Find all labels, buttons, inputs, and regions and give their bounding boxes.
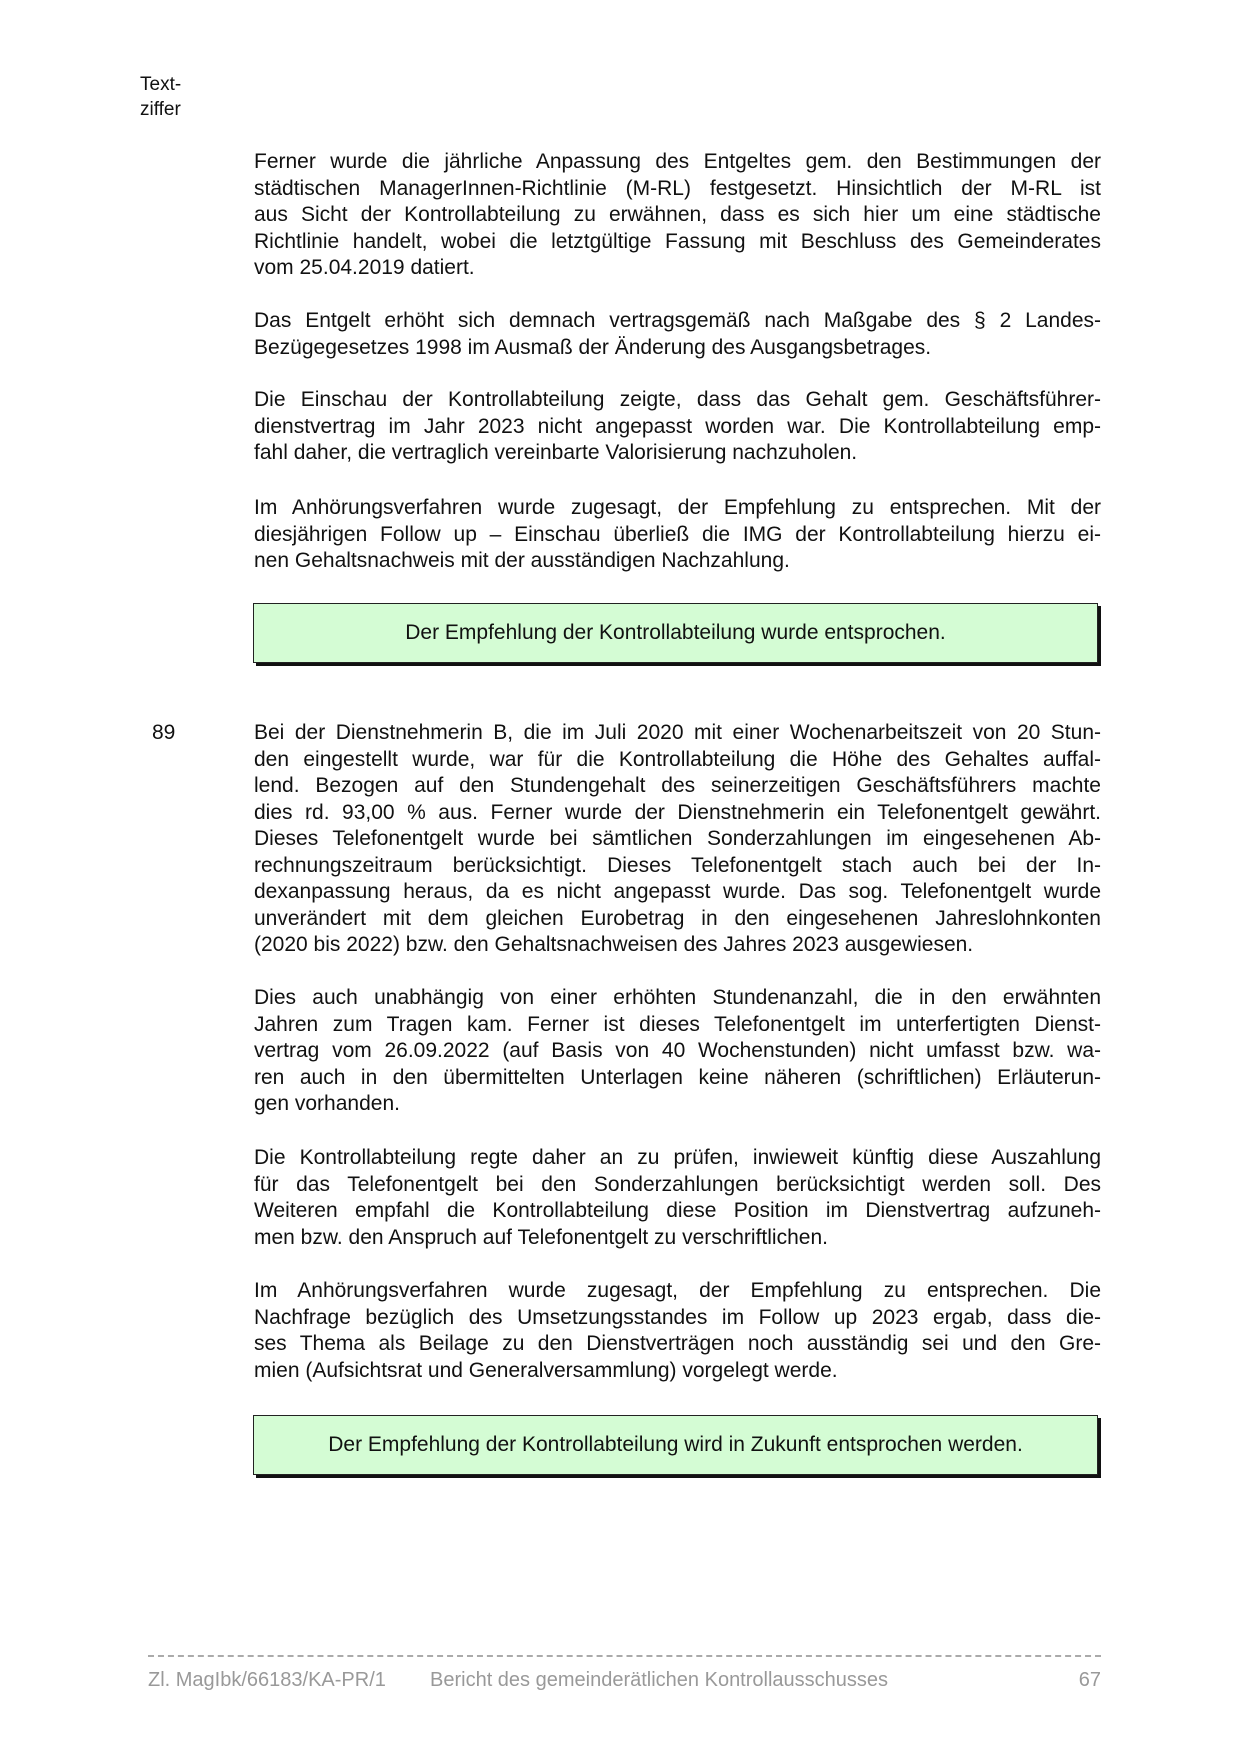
text-line: städtischen ManagerInnen-Richtlinie (M-RL) festgesetzt. Hinsichtlich der M-RL ist (254, 176, 1101, 200)
text-line: für das Telefonentgelt bei den Sonderzahlungen berücksichtigt werden soll. Des (254, 1172, 1101, 1196)
margin-label-line: ziffer (140, 99, 181, 120)
text-line: nen Gehaltsnachweis mit der ausständigen Nachzahlung. (254, 549, 790, 572)
margin-label-line: Text- (140, 74, 182, 95)
result-box-text: Der Empfehlung der Kontrollabteilung wird in Zukunft entsprochen werden. (328, 1433, 1023, 1456)
text-line: Im Anhörungsverfahren wurde zugesagt, der Empfehlung zu entsprechen. Mit der (254, 496, 1101, 519)
text-line: Weiteren empfahl die Kontrollabteilung diese Position im Dienstvertrag aufzuneh- (254, 1199, 1101, 1222)
text-line: Bezügegesetzes 1998 im Ausmaß der Änderung des Ausgangsbetrages. (254, 335, 932, 359)
text-line: unverändert mit dem gleichen Eurobetrag in den eingesehenen Jahreslohnkonten (254, 906, 1101, 930)
text-line: gen vorhanden. (254, 1092, 400, 1115)
text-line: Dies auch unabhängig von einer erhöhten Stundenanzahl, die in den erwähnten (254, 986, 1101, 1009)
footer-page-number: 67 (1078, 1669, 1101, 1691)
text-line: Die Einschau der Kontrollabteilung zeigte, dass das Gehalt gem. Geschäftsführer- (254, 388, 1101, 411)
footer-divider (148, 1655, 1101, 1657)
text-line: Bei der Dienstnehmerin B, die im Juli 2020 mit einer Wochenarbeitszeit von 20 Stun- (254, 721, 1101, 744)
paragraph (254, 1145, 1101, 1251)
margin-label-textziffer (140, 72, 181, 122)
paragraph (254, 387, 1101, 467)
text-line: Richtlinie handelt, wobei die letztgültige Fassung mit Beschluss des Gemeinderates (254, 229, 1101, 253)
paragraph (254, 720, 1101, 959)
text-line: Nachfrage bezüglich des Umsetzungsstandes im Follow up 2023 ergab, dass die- (254, 1305, 1101, 1329)
text-line: Das Entgelt erhöht sich demnach vertragsgemäß nach Maßgabe des § 2 Landes- (254, 309, 1101, 332)
paragraph (254, 1278, 1101, 1384)
text-line: (2020 bis 2022) bzw. den Gehaltsnachweisen des Jahres 2023 ausgewiesen. (254, 933, 974, 956)
result-box (253, 1415, 1098, 1475)
text-line: dexanpassung heraus, da es nicht angepasst wurde. Das sog. Telefonentgelt wurde (254, 880, 1101, 903)
text-line: vom 25.04.2019 datiert. (254, 256, 475, 279)
text-line: Die Kontrollabteilung regte daher an zu prüfen, inwieweit künftig diese Auszahlung (254, 1146, 1101, 1169)
text-line: dies rd. 93,00 % aus. Ferner wurde der Dienstnehmerin ein Telefonentgelt gewährt. (254, 800, 1101, 824)
paragraph (254, 149, 1101, 282)
result-box-text: Der Empfehlung der Kontrollabteilung wurde entsprochen. (405, 621, 946, 644)
text-line: aus Sicht der Kontrollabteilung zu erwähnen, dass es sich hier um eine städtische (254, 203, 1101, 226)
text-line: diesjährigen Follow up – Einschau überließ die IMG der Kontrollabteilung hierzu ei- (254, 522, 1101, 546)
text-line: Ferner wurde die jährliche Anpassung des Entgeltes gem. den Bestimmungen der (254, 150, 1101, 173)
text-line: Dieses Telefonentgelt wurde bei sämtlichen Sonderzahlungen im eingesehenen Ab- (254, 827, 1101, 850)
text-line: rechnungszeitraum berücksichtigt. Dieses Telefonentgelt stach auch bei der In- (254, 853, 1101, 877)
paragraph (254, 495, 1101, 575)
text-line: lend. Bezogen auf den Stundengehalt des seinerzeitigen Geschäftsführers machte (254, 774, 1101, 797)
text-line: Jahren zum Tragen kam. Ferner ist dieses Telefonentgelt im unterfertigten Dienst- (254, 1012, 1101, 1036)
text-line: mien (Aufsichtsrat und Generalversammlung) vorgelegt werde. (254, 1358, 838, 1382)
text-line: men bzw. den Anspruch auf Telefonentgelt zu verschriftlichen. (254, 1225, 828, 1249)
text-line: ren auch in den übermittelten Unterlagen keine näheren (schriftlichen) Erläuterun- (254, 1065, 1101, 1089)
footer-reference: Zl. MagIbk/66183/KA-PR/1 (148, 1669, 386, 1691)
text-line: Im Anhörungsverfahren wurde zugesagt, der Empfehlung zu entsprechen. Die (254, 1279, 1101, 1302)
paragraph (254, 308, 1101, 361)
result-box (253, 603, 1098, 663)
section-number: 89 (152, 721, 176, 744)
footer-title: Bericht des gemeinderätlichen Kontrollausschusses (430, 1669, 889, 1691)
text-line: ses Thema als Beilage zu den Dienstverträgen noch ausständig sei und den Gre- (254, 1332, 1101, 1355)
text-line: fahl daher, die vertraglich vereinbarte Valorisierung nachzuholen. (254, 441, 858, 464)
paragraph (254, 985, 1101, 1118)
text-line: dienstvertrag im Jahr 2023 nicht angepasst worden war. Die Kontrollabteilung emp- (254, 414, 1101, 438)
text-line: den eingestellt wurde, war für die Kontrollabteilung die Höhe des Gehaltes auffal- (254, 747, 1101, 771)
text-line: vertrag vom 26.09.2022 (auf Basis von 40 Wochenstunden) nicht umfasst bzw. wa- (254, 1039, 1101, 1062)
